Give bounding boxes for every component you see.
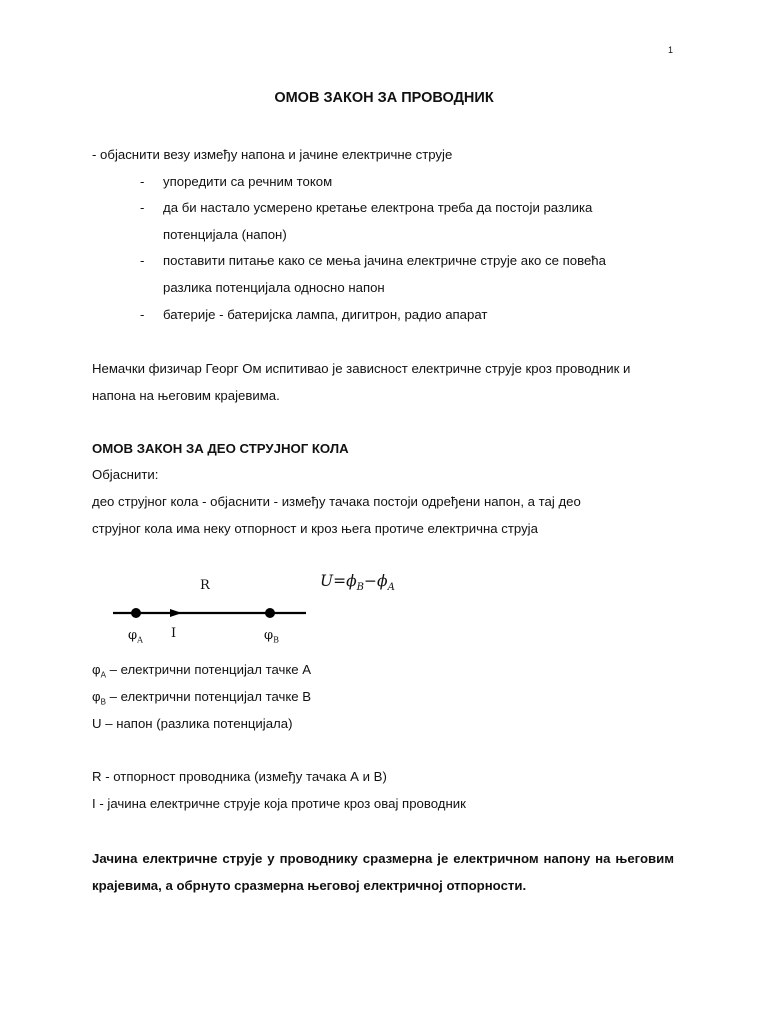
bullet-item: да би настало усмерено кретање електрона треба да постоји разлика <box>163 200 593 215</box>
resistor-label: R <box>200 578 210 593</box>
point-a-dot <box>131 608 141 618</box>
definition-line: U – напон (разлика потенцијала) <box>92 716 293 731</box>
circuit-diagram <box>100 570 340 650</box>
bullet-item-continuation: разлика потенцијала односно напон <box>163 280 385 295</box>
bullet-item: упоредити са речним током <box>163 174 333 189</box>
bullet-item-continuation: потенцијала (напон) <box>163 227 287 242</box>
page-number: 1 <box>668 45 674 55</box>
current-arrow-icon <box>170 609 182 617</box>
point-b-label: $\varphi_B$ <box>264 628 279 645</box>
section-heading: ОМОВ ЗАКОН ЗА ДЕО СТРУЈНОГ КОЛА <box>92 441 349 456</box>
bullet-dash: - <box>140 174 145 189</box>
conclusion-paragraph: Јачина електричне струје у проводнику сразмерна је електричном напону на његовим крајевима, а обрнуто сразмерна његовој електричној отпорности. <box>92 851 674 893</box>
paragraph-line: део струјног кола - објаснити - између тачака постоји одређени напон, а тај део <box>92 494 581 509</box>
paragraph-line: струјног кола има неку отпорност и кроз њега протиче електрична струја <box>92 521 538 536</box>
definition-line: R - отпорност проводника (између тачака А и В) <box>92 769 387 784</box>
definition-line: $\varphi_A$ – електрични потенцијал тачке А <box>92 662 312 680</box>
paragraph-line: напона на његовим крајевима. <box>92 388 280 403</box>
paragraph-line: Немачки физичар Георг Ом испитивао је зависност електричне струје кроз проводник и <box>92 361 631 376</box>
bullet-dash: - <box>140 253 145 268</box>
bullet-item: батерије - батеријска лампа, дигитрон, радио апарат <box>163 307 488 322</box>
bullet-item: поставити питање како се мења јачина електричне струје ако се повећа <box>163 253 606 268</box>
point-a-label: $\varphi_A$ <box>128 628 143 645</box>
page-title: ОМОВ ЗАКОН ЗА ПРОВОДНИК <box>274 90 494 106</box>
intro-line: - објаснити везу између напона и јачине електричне струје <box>92 147 453 162</box>
explain-label: Објаснити: <box>92 467 159 482</box>
current-label: I <box>171 626 177 641</box>
bullet-dash: - <box>140 307 145 322</box>
bullet-dash: - <box>140 200 145 215</box>
definition-line: I - јачина електричне струје која протиче кроз овај проводник <box>92 796 466 811</box>
point-b-dot <box>265 608 275 618</box>
voltage-formula: $U=\phi_B-\phi_A$ <box>320 572 395 594</box>
definition-line: $\varphi_B$ – електрични потенцијал тачке В <box>92 689 312 707</box>
